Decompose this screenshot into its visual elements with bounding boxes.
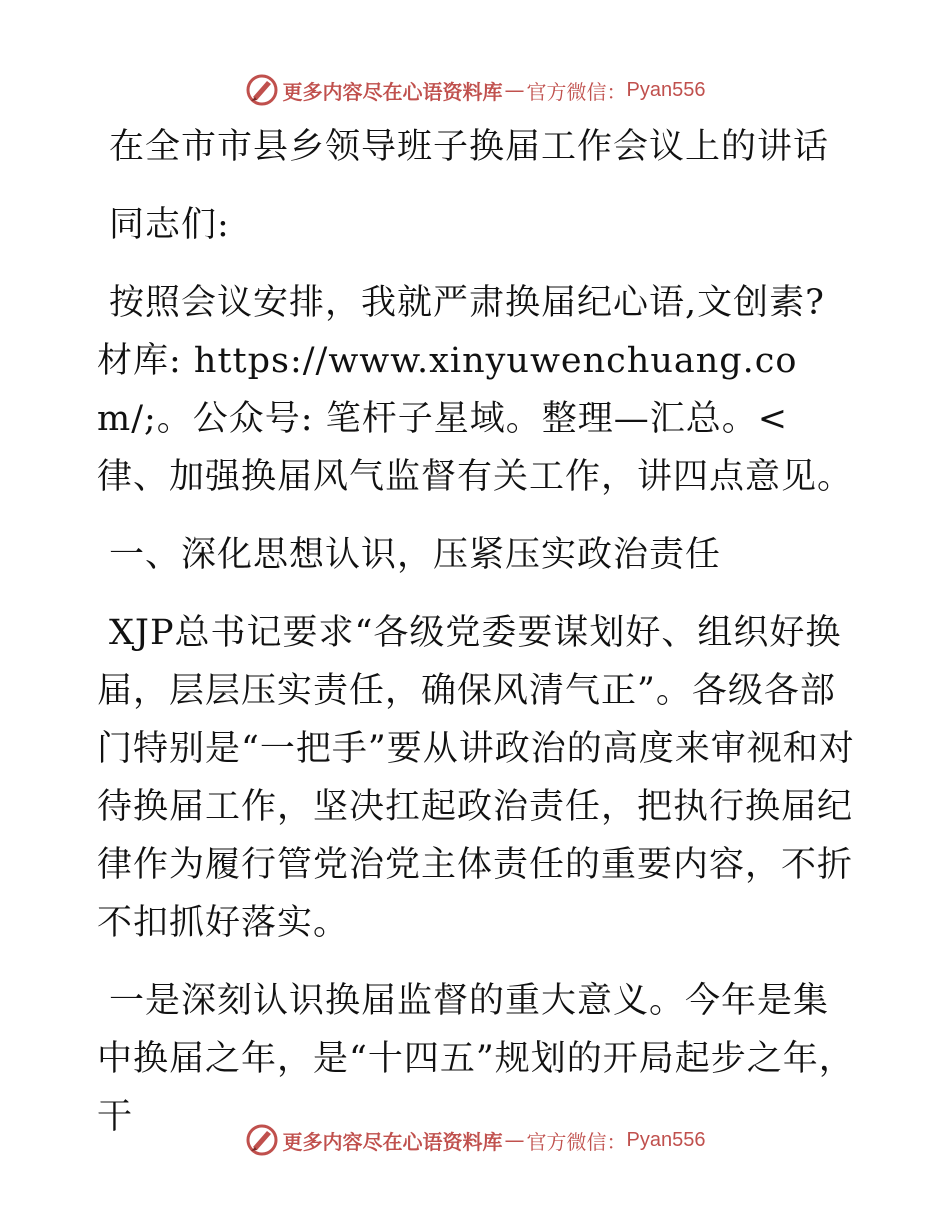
paragraph-1: 按照会议安排，我就严肃换届纪心语,文创素?材库: https://www.xinyuwenchuang.com/;。公众号: 笔杆子星域。整理—汇总。<律、加强换届风气监督有关工作，讲四点意见。 [97, 283, 854, 497]
header-watermark-banner [0, 70, 950, 110]
banner-wechat-id: Pyan556 [626, 1128, 706, 1151]
paragraph-3: 一是深刻认识换届监督的重大意义。今年是集中换届之年，是“十四五”规划的开局起步之年，干 [97, 981, 855, 1137]
brush-logo-icon [245, 73, 279, 107]
banner-separator: — [504, 1128, 525, 1152]
document-body [97, 118, 857, 1146]
footer-watermark-banner [0, 1120, 950, 1160]
banner-text: 更多内容尽在心语资料库 [282, 1129, 503, 1154]
document-title: 在全市市县乡领导班子换届工作会议上的讲话 [109, 127, 830, 167]
brush-logo-icon [245, 1123, 279, 1157]
banner-wechat-id: Pyan556 [626, 78, 706, 101]
salutation: 同志们: [109, 205, 230, 245]
banner-separator: — [504, 78, 525, 102]
section-heading-1: 一、深化思想认识，压紧压实政治责任 [109, 535, 722, 575]
banner-wechat-label: 官方微信： [526, 1129, 627, 1154]
banner-wechat-label: 官方微信： [526, 79, 627, 104]
paragraph-2: XJP总书记要求“各级党委要谋划好、组织好换届，层层压实责任，确保风清气正”。各级各部门特别是“一把手”要从讲政治的高度来审视和对待换届工作，坚决扛起政治责任，把执行换届纪律作为履行管党治党主体责任的重要内容，不折不扣抓好落实。 [97, 613, 855, 943]
banner-text: 更多内容尽在心语资料库 [282, 79, 503, 104]
